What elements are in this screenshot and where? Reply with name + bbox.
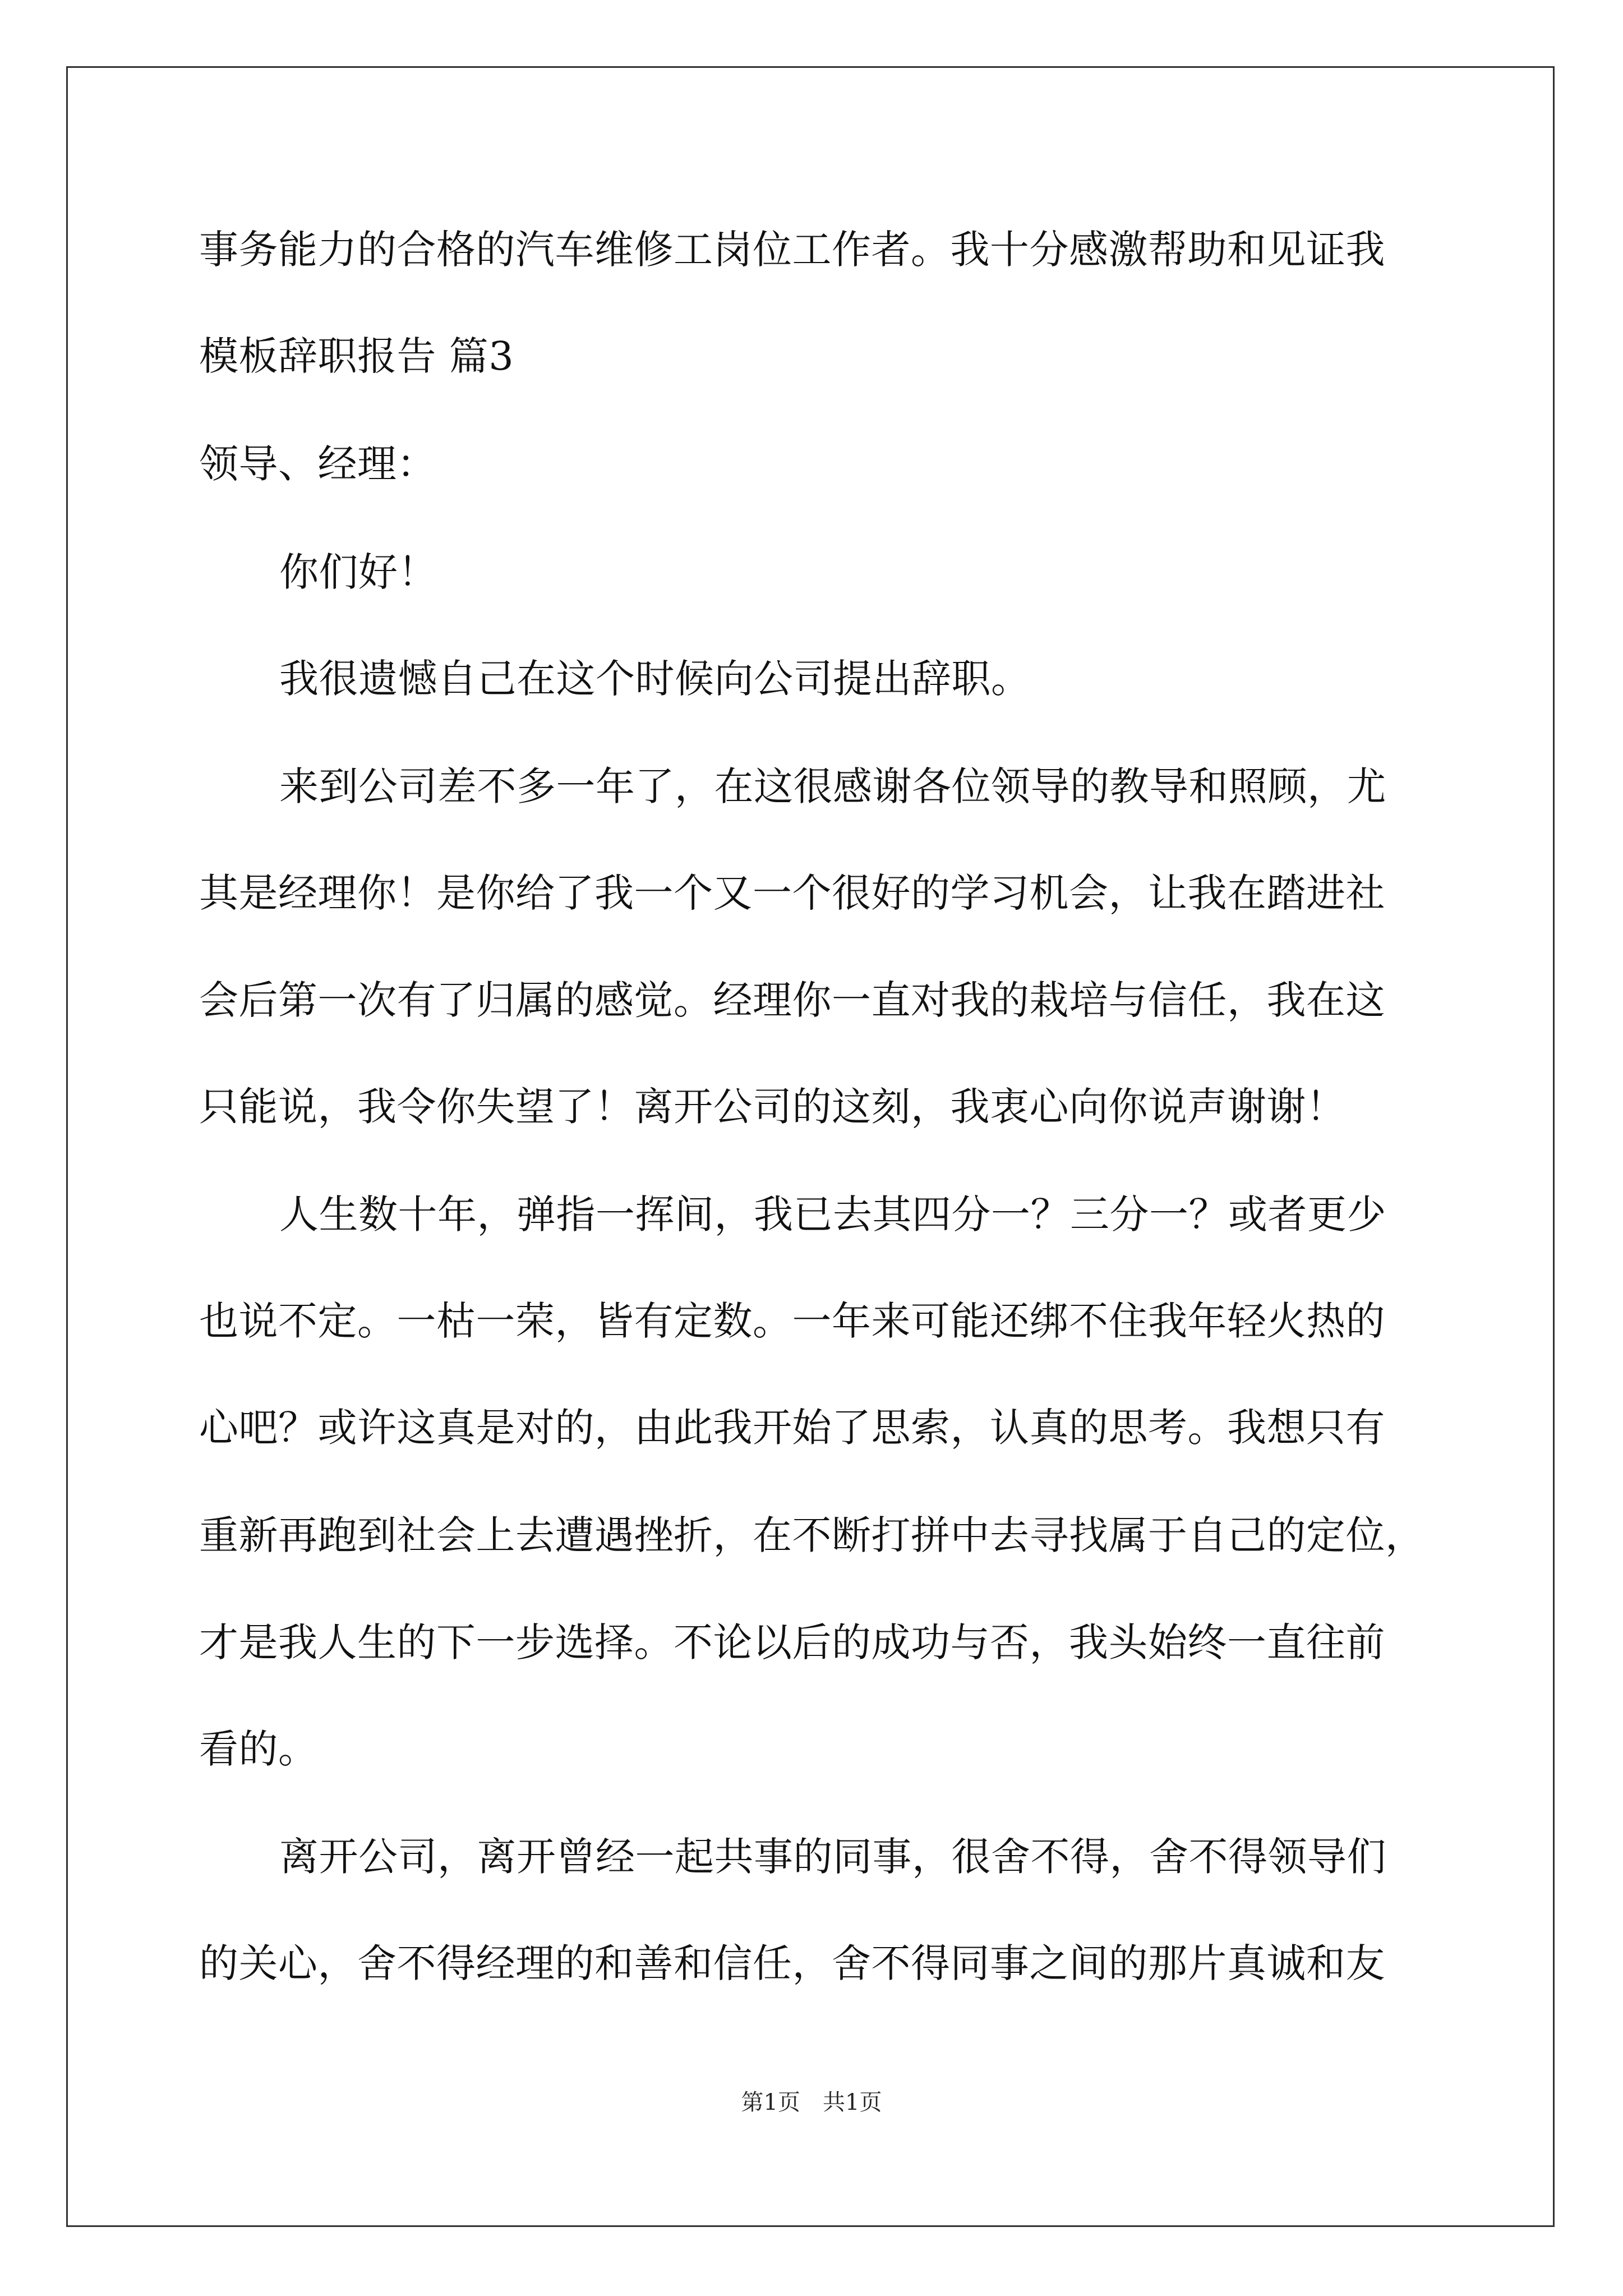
paragraph-line: 重新再跑到社会上去遭遇挫折，在不断打拼中去寻找属于自己的定位， [199,1512,1425,1558]
text-line: 事务能力的合格的汽车维修工岗位工作者。我十分感激帮助和见证我 [199,227,1385,273]
section-heading: 模板辞职报告 篇3 [199,333,514,379]
paragraph-line: 看的。 [199,1726,318,1772]
paragraph-line: 也说不定。一枯一荣，皆有定数。一年来可能还绑不住我年轻火热的 [199,1298,1385,1344]
paragraph-line: 其是经理你！是你给了我一个又一个很好的学习机会，让我在踏进社 [199,870,1385,916]
paragraph-line: 才是我人生的下一步选择。不论以后的成功与否，我头始终一直往前 [199,1619,1385,1665]
page-border [66,66,1555,2227]
greeting: 你们好！ [279,549,437,595]
paragraph-line: 我很遗憾自己在这个时候向公司提出辞职。 [279,656,1031,702]
paragraph-line: 人生数十年，弹指一挥间，我已去其四分一？三分一？或者更少 [279,1191,1386,1237]
paragraph-line: 来到公司差不多一年了，在这很感谢各位领导的教导和照顾，尤 [279,763,1386,809]
page-footer: 第1页 共1页 [741,2090,882,2115]
paragraph-line: 离开公司，离开曾经一起共事的同事，很舍不得，舍不得领导们 [279,1834,1386,1880]
paragraph-line: 会后第一次有了归属的感觉。经理你一直对我的栽培与信任，我在这 [199,977,1385,1023]
salutation: 领导、经理： [199,441,436,487]
paragraph-line: 的关心，舍不得经理的和善和信任，舍不得同事之间的那片真诚和友 [199,1940,1385,1986]
paragraph-line: 心吧？或许这真是对的，由此我开始了思索，认真的思考。我想只有 [199,1405,1385,1451]
paragraph-line: 只能说，我令你失望了！离开公司的这刻，我衷心向你说声谢谢！ [199,1084,1346,1130]
